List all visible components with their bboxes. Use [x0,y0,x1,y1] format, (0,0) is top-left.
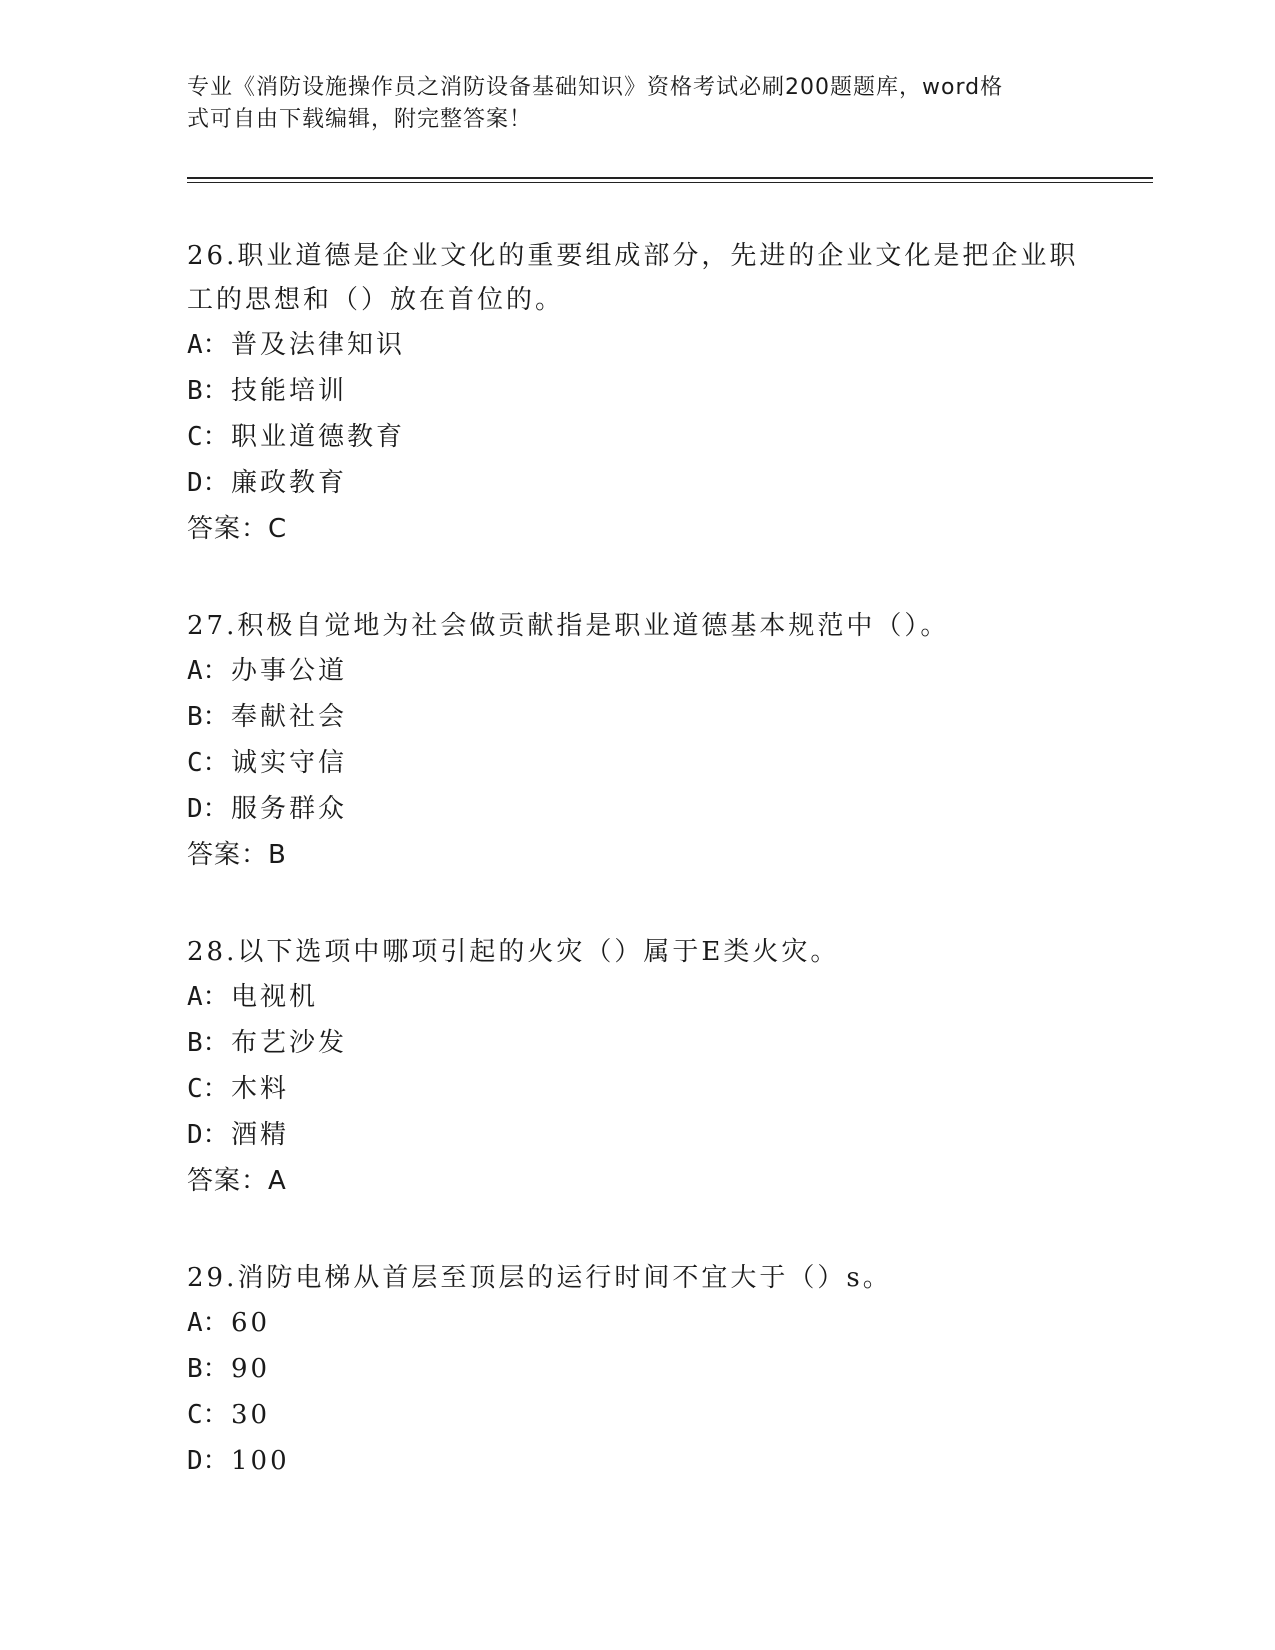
option-text: 酒精 [231,1120,290,1150]
option-key: B： [187,702,229,732]
option-b [187,1020,1087,1066]
option-text: 服务群众 [231,794,348,824]
option-text: 电视机 [231,982,319,1012]
option-key: B： [187,1354,229,1384]
option-d [187,1438,1087,1484]
question-text-line-2: 工的思想和（）放在首位的。 [187,285,565,315]
question-text-line-1: 27.积极自觉地为社会做贡献指是职业道德基本规范中（）。 [187,611,950,641]
option-key: D： [187,1446,229,1476]
option-text: 30 [231,1400,271,1430]
option-key: B： [187,1028,229,1058]
option-a [187,322,1087,368]
option-key: A： [187,330,229,360]
answer-line: 答案：B [187,840,287,870]
option-text: 职业道德教育 [231,422,406,452]
option-d [187,786,1087,832]
option-key: B： [187,376,229,406]
question-29 [187,1256,1087,1484]
header-line-2: 式可自由下载编辑，附完整答案！ [187,107,533,132]
option-text: 奉献社会 [231,702,348,732]
option-key: C： [187,748,229,778]
option-a [187,648,1087,694]
option-key: C： [187,422,229,452]
option-text: 60 [231,1308,271,1338]
header-divider-top [187,177,1153,179]
option-key: D： [187,468,229,498]
option-text: 诚实守信 [231,748,348,778]
question-28 [187,930,1087,1204]
option-d [187,460,1087,506]
option-text: 技能培训 [231,376,348,406]
option-key: C： [187,1074,229,1104]
question-list [187,234,1087,1536]
answer-line: 答案：C [187,514,288,544]
option-c [187,740,1087,786]
option-a [187,974,1087,1020]
option-text: 办事公道 [231,656,348,686]
option-text: 100 [231,1446,290,1476]
option-key: A： [187,982,229,1012]
option-d [187,1112,1087,1158]
question-26 [187,234,1087,552]
option-a [187,1300,1087,1346]
question-27 [187,604,1087,878]
header-line-1: 专业《消防设施操作员之消防设备基础知识》资格考试必刷200题题库，word格 [187,75,1004,100]
question-text-line-1: 26.职业道德是企业文化的重要组成部分，先进的企业文化是把企业职 [187,241,1079,271]
option-c [187,1066,1087,1112]
question-text-line-1: 28.以下选项中哪项引起的火灾（）属于E类火灾。 [187,937,840,967]
answer-line: 答案：A [187,1166,287,1196]
option-b [187,368,1087,414]
option-text: 木料 [231,1074,290,1104]
header-divider-bottom [187,182,1153,183]
option-c [187,1392,1087,1438]
document-header [187,72,1087,136]
option-key: D： [187,794,229,824]
option-b [187,694,1087,740]
option-c [187,414,1087,460]
option-text: 普及法律知识 [231,330,406,360]
option-text: 廉政教育 [231,468,348,498]
option-text: 布艺沙发 [231,1028,348,1058]
option-key: D： [187,1120,229,1150]
option-key: C： [187,1400,229,1430]
question-text-line-1: 29.消防电梯从首层至顶层的运行时间不宜大于（）s。 [187,1263,892,1293]
option-key: A： [187,1308,229,1338]
option-text: 90 [231,1354,271,1384]
option-key: A： [187,656,229,686]
option-b [187,1346,1087,1392]
